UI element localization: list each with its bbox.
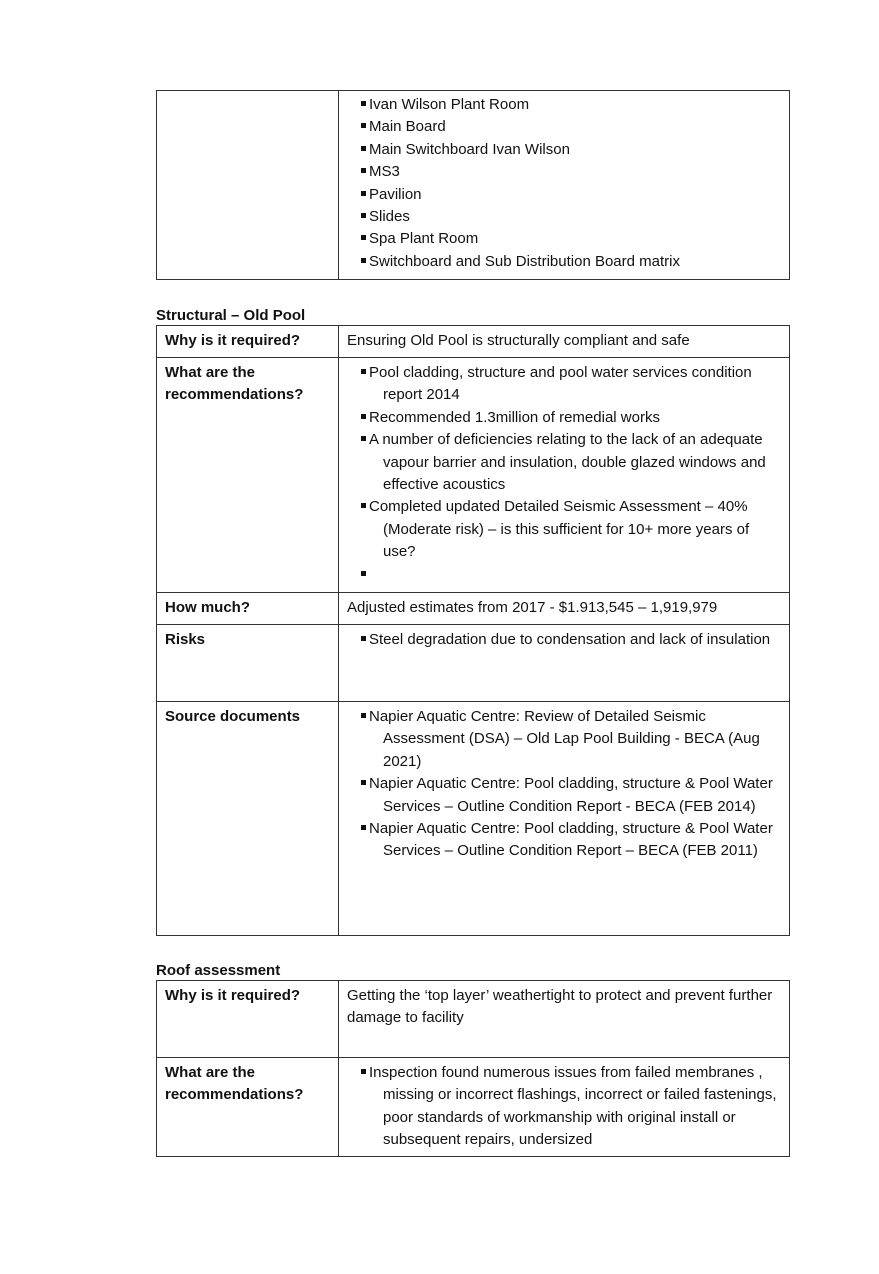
asset-list — [347, 94, 781, 273]
list-item: Recommended 1.3million of remedial works — [347, 407, 781, 429]
bullet-square-icon — [361, 414, 366, 419]
bullet-square-icon — [361, 825, 366, 830]
table-row — [157, 625, 790, 702]
table-row — [157, 702, 790, 936]
table-row — [157, 326, 790, 358]
table-row — [157, 981, 790, 1058]
row-label: How much? — [157, 593, 339, 625]
bullet-square-icon — [361, 1069, 366, 1074]
recommendations-list — [347, 362, 781, 586]
list-item: Spa Plant Room — [347, 228, 781, 250]
bullet-square-icon — [361, 713, 366, 718]
bullet-square-icon — [361, 235, 366, 240]
list-item: Slides — [347, 206, 781, 228]
row-value: Ensuring Old Pool is structurally compliant and safe — [339, 326, 790, 358]
bullet-square-icon — [361, 636, 366, 641]
bullet-square-icon — [361, 571, 366, 576]
list-item: Switchboard and Sub Distribution Board matrix — [347, 251, 781, 273]
bullet-square-icon — [361, 191, 366, 196]
recommendations-list — [347, 1062, 781, 1152]
row-label: Why is it required? — [157, 981, 339, 1058]
roof-table — [156, 980, 790, 1157]
bullet-square-icon — [361, 503, 366, 508]
bullet-square-icon — [361, 168, 366, 173]
bullet-square-icon — [361, 780, 366, 785]
section-heading: Structural – Old Pool — [156, 307, 306, 324]
structural-section — [156, 306, 790, 936]
table-row — [157, 593, 790, 625]
roof-section — [156, 961, 790, 1157]
row-label: What are the recommendations? — [157, 1058, 339, 1157]
empty-label-cell — [157, 91, 339, 280]
bullet-square-icon — [361, 258, 366, 263]
list-item: Pavilion — [347, 184, 781, 206]
list-item: Main Board — [347, 116, 781, 138]
row-value: Getting the ‘top layer’ weathertight to protect and prevent further damage to facility — [339, 981, 790, 1058]
risks-list — [347, 629, 781, 651]
source-documents-list — [347, 706, 781, 863]
table-row — [157, 1058, 790, 1157]
list-item: Ivan Wilson Plant Room — [347, 94, 781, 116]
list-item: Pool cladding, structure and pool water services condition report 2014 — [347, 362, 781, 407]
bullet-square-icon — [361, 146, 366, 151]
list-item: MS3 — [347, 161, 781, 183]
list-item: Napier Aquatic Centre: Review of Detailed Seismic Assessment (DSA) – Old Lap Pool Building - BECA (Aug 2021) — [347, 706, 781, 773]
bullet-square-icon — [361, 369, 366, 374]
list-item: Steel degradation due to condensation and lack of insulation — [347, 629, 781, 651]
list-item — [347, 564, 781, 586]
table-row — [157, 358, 790, 593]
row-value: Adjusted estimates from 2017 - $1.913,545 – 1,919,979 — [339, 593, 790, 625]
bullet-square-icon — [361, 436, 366, 441]
assets-table-continued — [156, 90, 790, 280]
list-item: Napier Aquatic Centre: Pool cladding, structure & Pool Water Services – Outline Condition Report - BECA (FEB 2014) — [347, 773, 781, 818]
list-item: Completed updated Detailed Seismic Assessment – 40% (Moderate risk) – is this sufficient for 10+ more years of use? — [347, 496, 781, 563]
list-item: Napier Aquatic Centre: Pool cladding, structure & Pool Water Services – Outline Condition Report – BECA (FEB 2011) — [347, 818, 781, 863]
list-item: A number of deficiencies relating to the lack of an adequate vapour barrier and insulation, double glazed windows and effective acoustics — [347, 429, 781, 496]
section-heading: Roof assessment — [156, 962, 281, 979]
row-label: Source documents — [157, 702, 339, 936]
structural-table — [156, 325, 790, 936]
bullet-square-icon — [361, 101, 366, 106]
row-label: Why is it required? — [157, 326, 339, 358]
row-label: Risks — [157, 625, 339, 702]
list-item: Main Switchboard Ivan Wilson — [347, 139, 781, 161]
bullet-square-icon — [361, 123, 366, 128]
bullet-square-icon — [361, 213, 366, 218]
list-item: Inspection found numerous issues from failed membranes , missing or incorrect flashings, incorrect or failed fastenings, poor standards of workmanship with original install or subsequent repairs, undersized — [347, 1062, 781, 1152]
row-label: What are the recommendations? — [157, 358, 339, 593]
